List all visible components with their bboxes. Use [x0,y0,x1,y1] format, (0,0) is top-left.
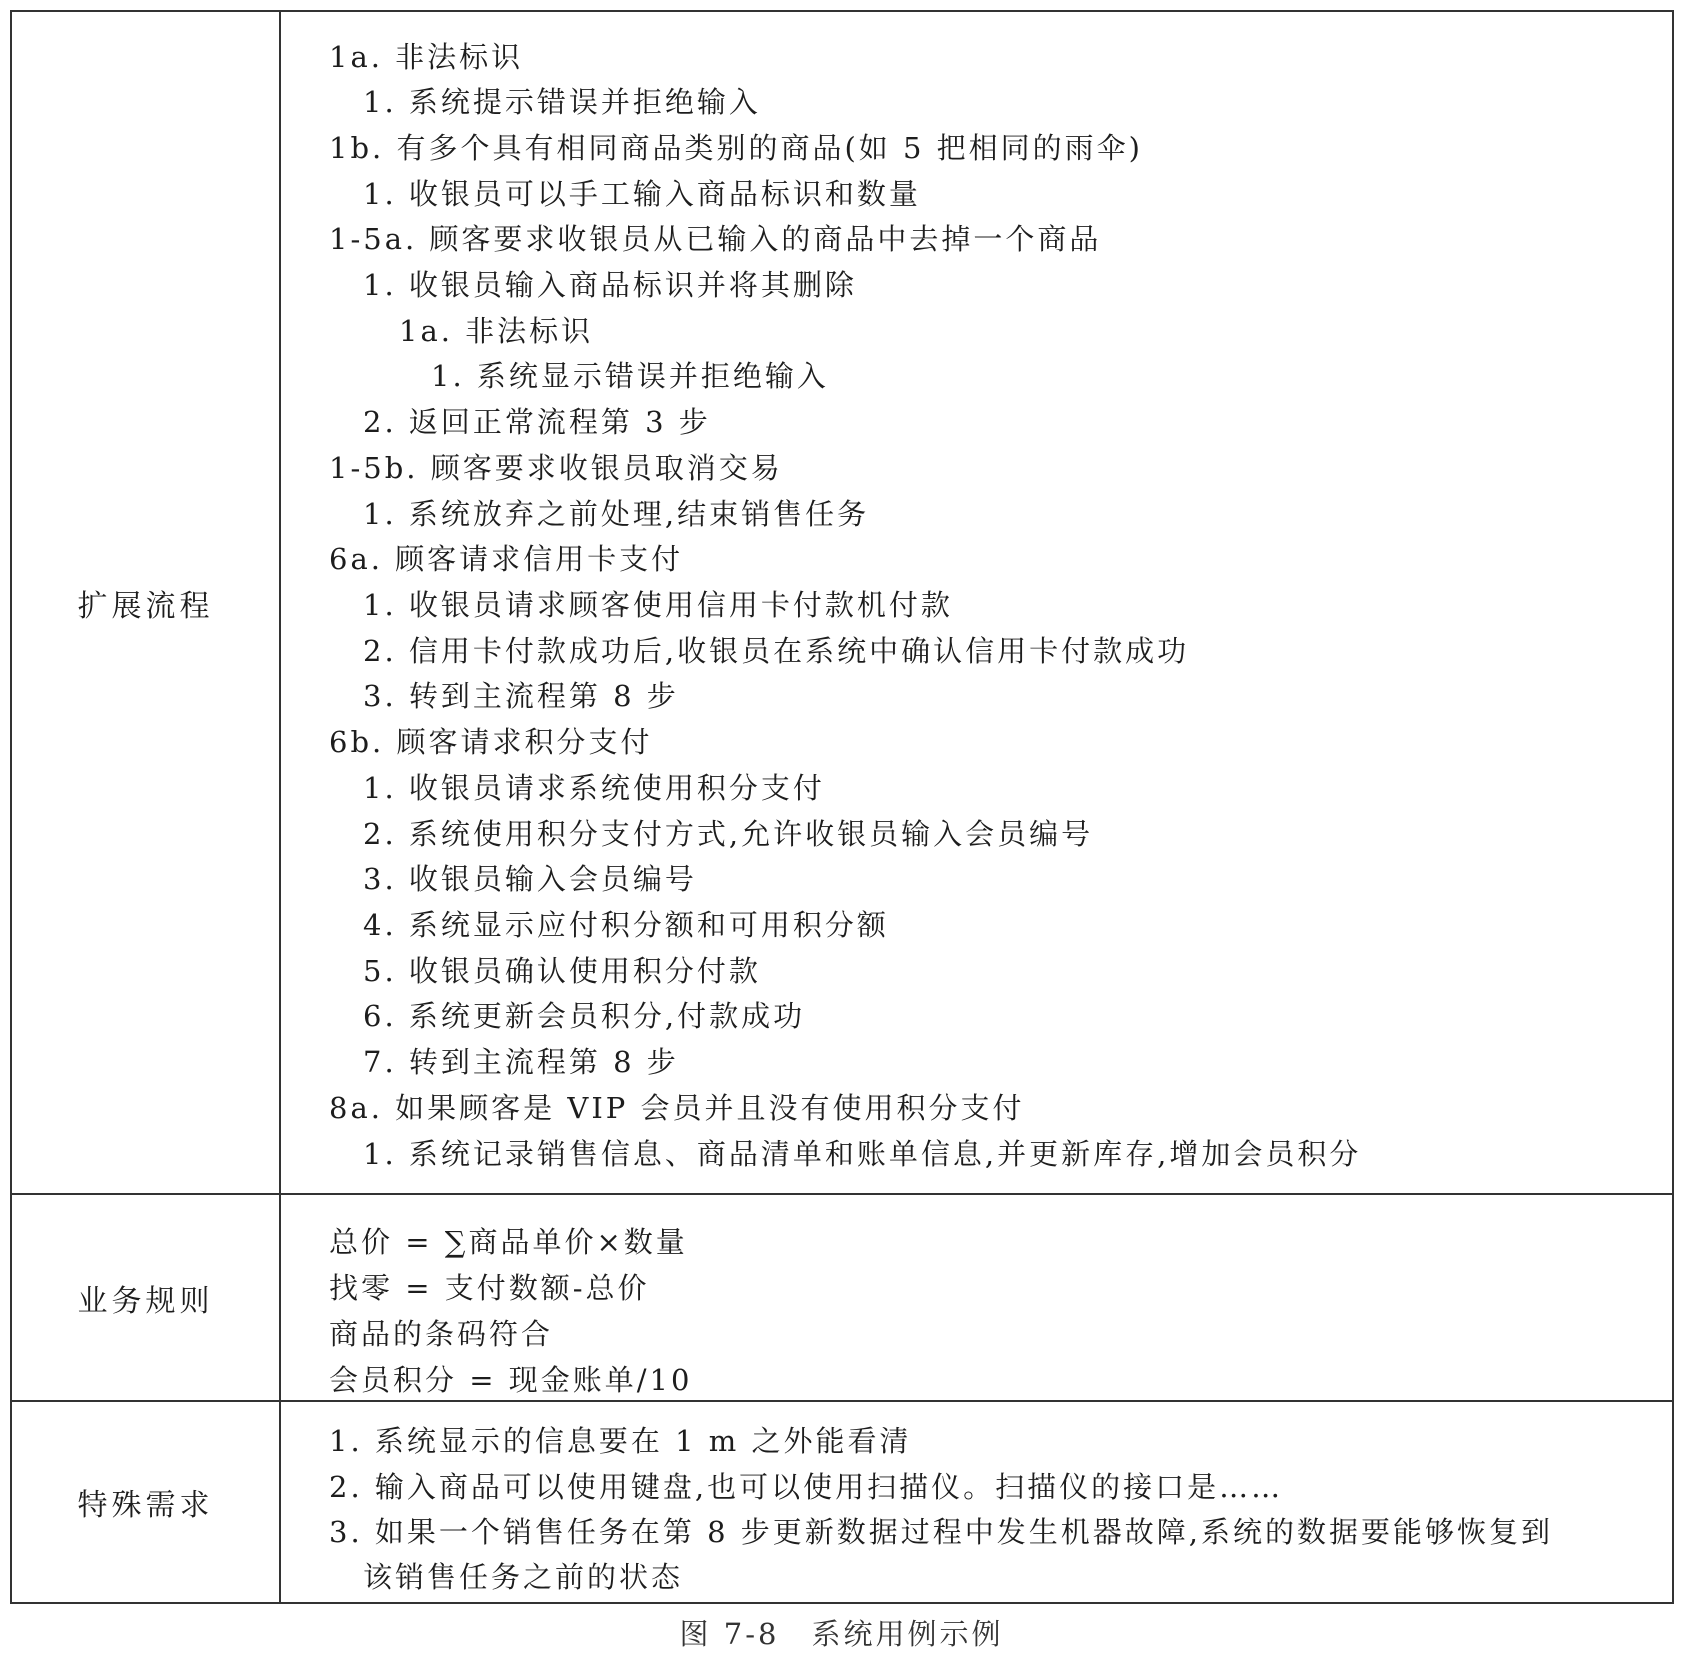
list-item: 1. 收银员请求系统使用积分支付 [363,771,825,805]
business-rules-row [12,1195,1672,1402]
list-item: 该销售任务之前的状态 [363,1560,684,1594]
list-item: 7. 转到主流程第 8 步 [363,1045,679,1079]
list-item: 1. 收银员可以手工输入商品标识和数量 [363,177,921,211]
row-label-extension-flow: 扩展流程 [12,12,281,1193]
special-requirements-row [12,1402,1672,1602]
list-item: 3. 收银员输入会员编号 [363,862,697,896]
list-item: 6a. 顾客请求信用卡支付 [329,542,684,576]
list-item: 商品的条码符合 [329,1317,554,1351]
extension-flow-content [281,12,1672,1193]
list-item: 4. 系统显示应付积分额和可用积分额 [363,908,889,942]
list-item: 会员积分 = 现金账单/10 [329,1363,693,1397]
list-item: 1. 收银员请求顾客使用信用卡付款机付款 [363,588,953,622]
row-label-special-requirements: 特殊需求 [12,1402,281,1602]
list-item: 1-5a. 顾客要求收银员从已输入的商品中去掉一个商品 [329,222,1102,256]
list-item: 2. 输入商品可以使用键盘,也可以使用扫描仪。扫描仪的接口是…… [329,1470,1284,1504]
list-item: 1. 系统显示错误并拒绝输入 [431,359,829,393]
use-case-table [10,10,1674,1604]
figure-caption: 图 7-8 系统用例示例 [679,1617,1004,1651]
list-item: 1. 系统显示的信息要在 1 m 之外能看清 [329,1424,912,1458]
list-item: 1. 收银员输入商品标识并将其删除 [363,268,857,302]
list-item: 1a. 非法标识 [329,40,524,74]
list-item: 找零 = 支付数额-总价 [329,1271,650,1305]
row-label-business-rules: 业务规则 [12,1195,281,1400]
list-item: 3. 如果一个销售任务在第 8 步更新数据过程中发生机器故障,系统的数据要能够恢复到 [329,1515,1553,1549]
extension-flow-row [12,12,1672,1195]
list-item: 6. 系统更新会员积分,付款成功 [363,999,806,1033]
list-item: 2. 信用卡付款成功后,收银员在系统中确认信用卡付款成功 [363,634,1190,668]
list-item: 6b. 顾客请求积分支付 [329,725,653,759]
list-item: 1a. 非法标识 [399,314,594,348]
list-item: 1. 系统放弃之前处理,结束销售任务 [363,497,870,531]
list-item: 2. 系统使用积分支付方式,允许收银员输入会员编号 [363,817,1094,851]
list-item: 3. 转到主流程第 8 步 [363,679,679,713]
list-item: 2. 返回正常流程第 3 步 [363,405,711,439]
list-item: 1. 系统提示错误并拒绝输入 [363,85,761,119]
business-rules-content [281,1195,1672,1400]
list-item: 1. 系统记录销售信息、商品清单和账单信息,并更新库存,增加会员积分 [363,1137,1362,1171]
list-item: 1-5b. 顾客要求收银员取消交易 [329,451,783,485]
special-requirements-content [281,1402,1672,1602]
list-item: 8a. 如果顾客是 VIP 会员并且没有使用积分支付 [329,1091,1025,1125]
list-item: 1b. 有多个具有相同商品类别的商品(如 5 把相同的雨伞) [329,131,1143,165]
list-item: 5. 收银员确认使用积分付款 [363,954,761,988]
list-item: 总价 = ∑商品单价×数量 [329,1225,688,1259]
